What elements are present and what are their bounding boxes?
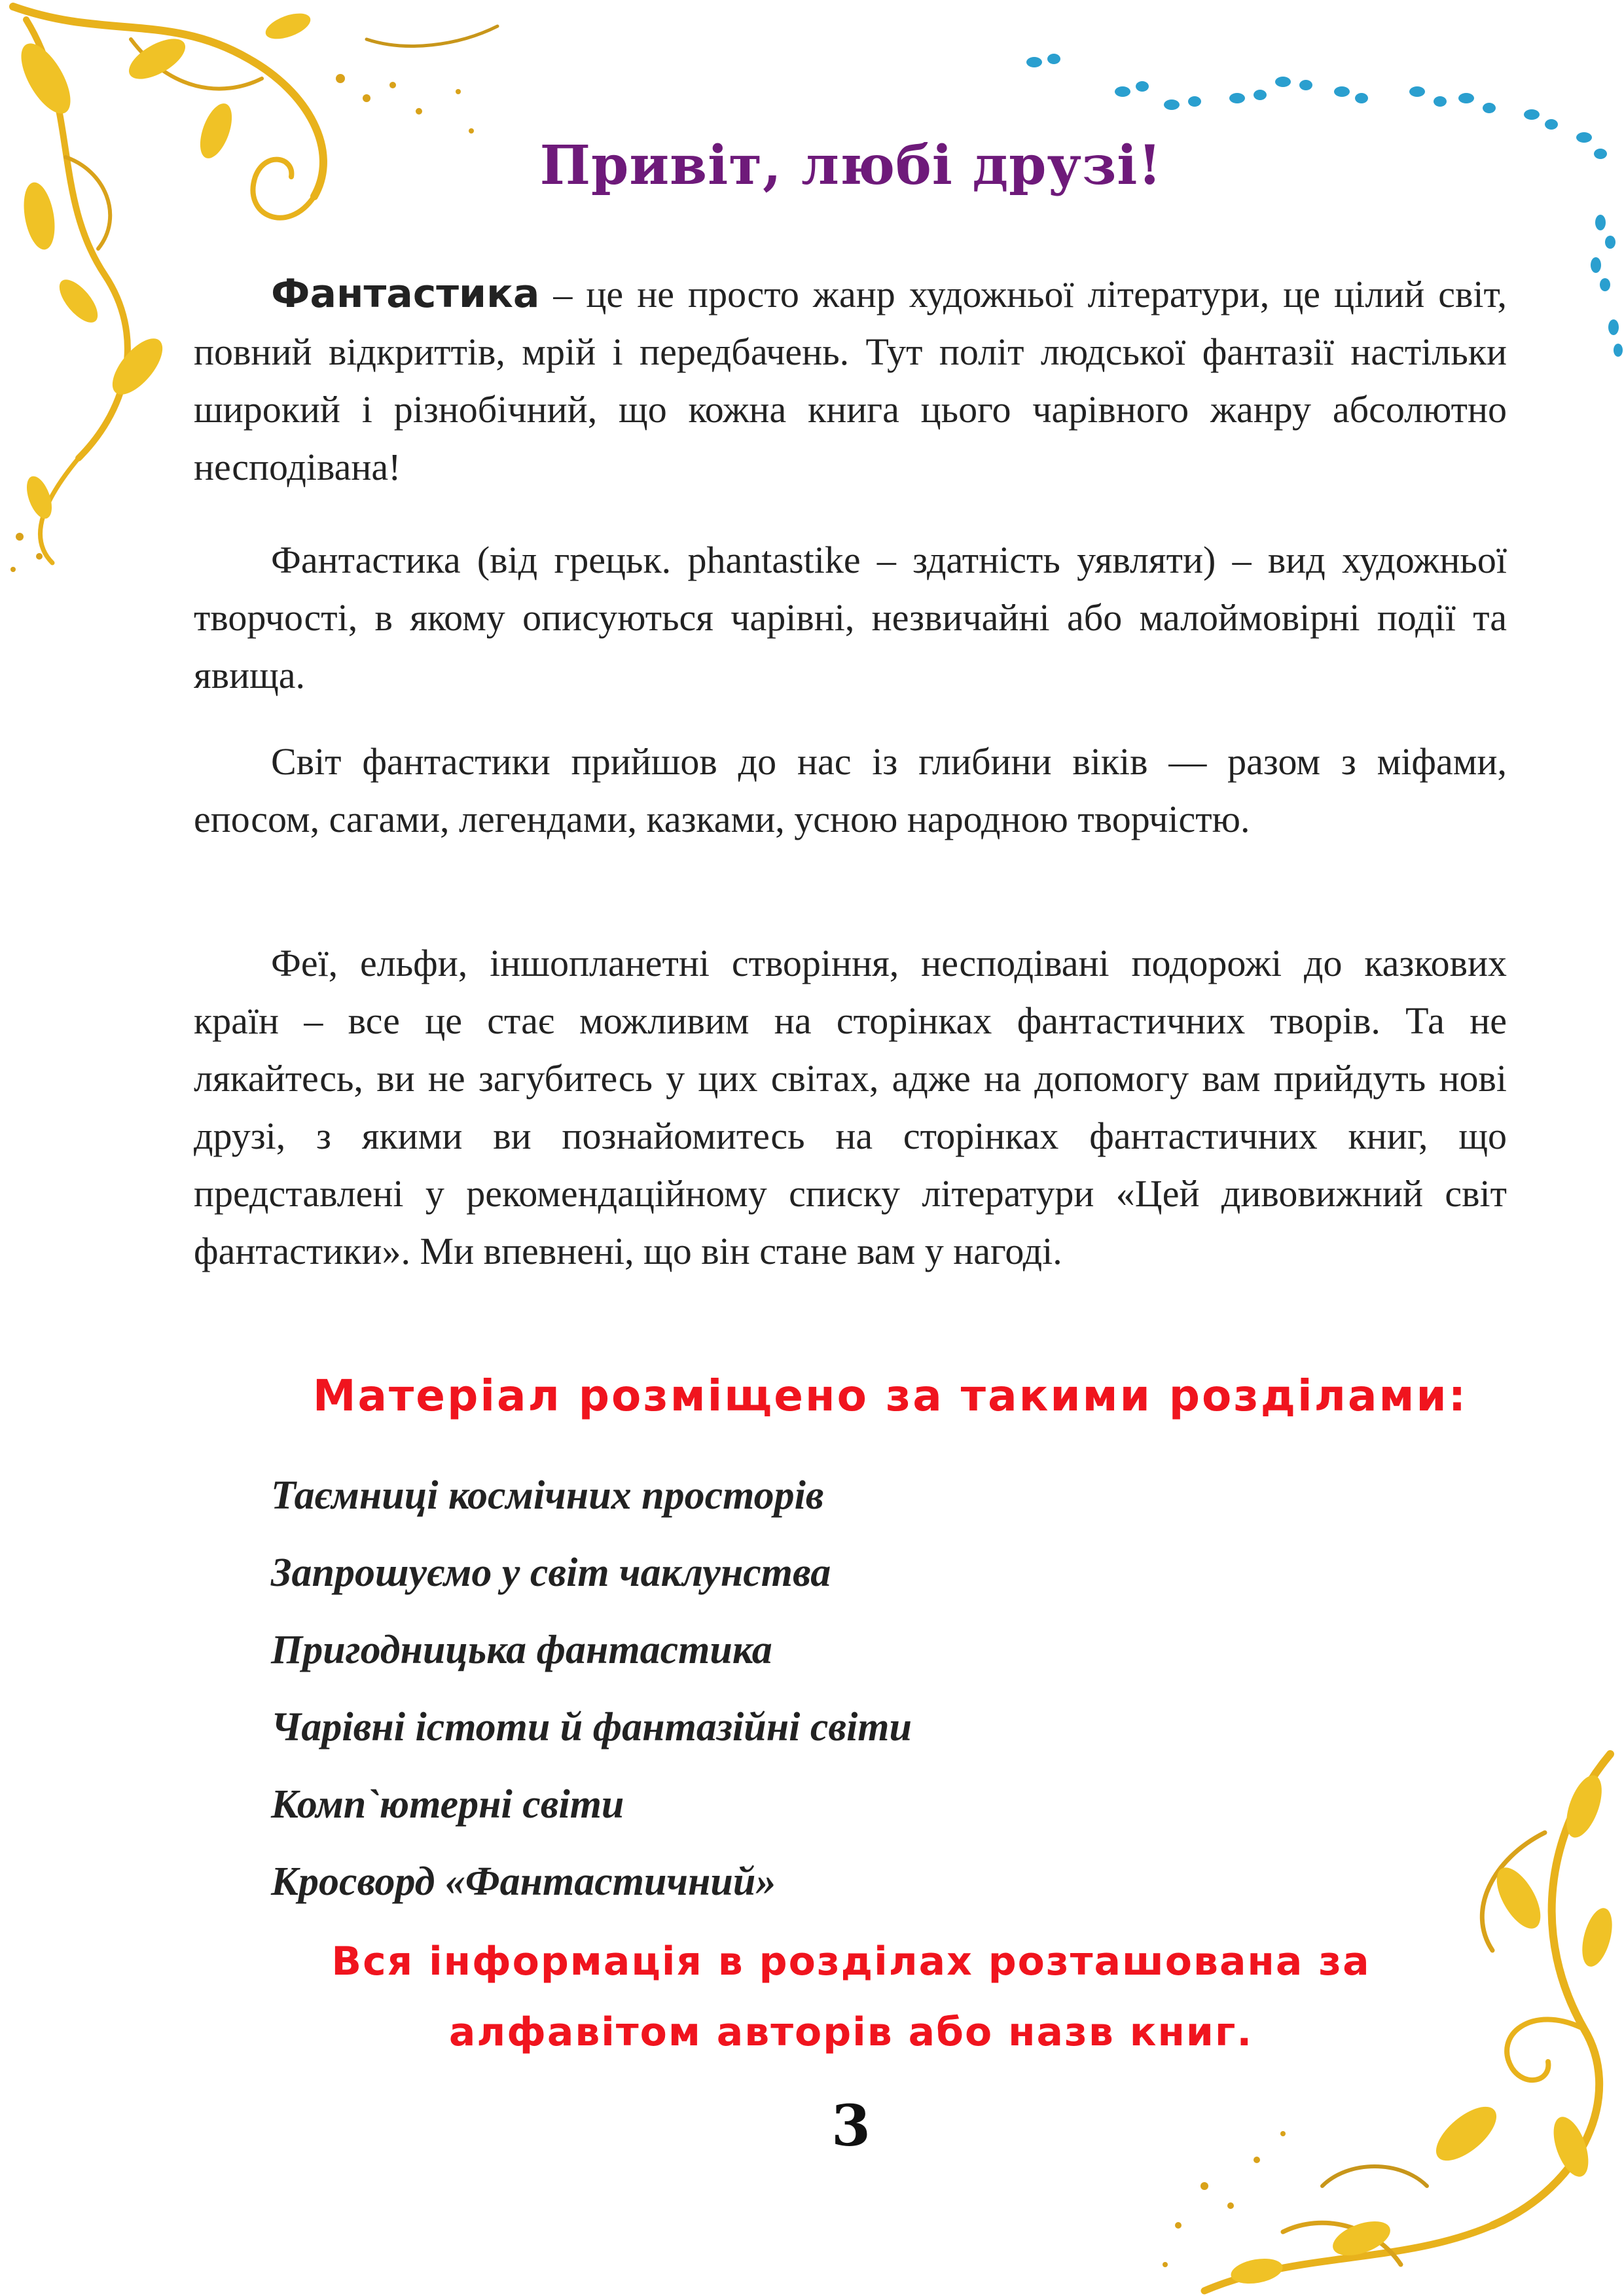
section-item: Чарівні істоти й фантазійні світи — [271, 1705, 912, 1749]
intro-lead-word: Фантастика — [271, 271, 540, 317]
definition-paragraph: Фантастика (від грецьк. phantastike – здатність уявляти) – вид художньої творчості, в якому описуються чарівні, незвичайні або малоймовірні події та явища. — [194, 539, 1507, 696]
section-item: Комп`ютерні світи — [271, 1782, 624, 1827]
invitation-paragraph: Феї, ельфи, іншопланетні створіння, несподівані подорожі до казкових країн – все це стає можливим на сторінках фантастичних творів. Та не лякайтесь, ви не загубитесь у цих світах, адже на допомогу вам прийдуть нові друзі, з якими ви познайомитесь на сторінках фантастичних книг, що представлені у рекомендаційному списку літератури «Цей дивовижний світ фантастики». Ми впевнені, що він стане вам у нагоді. — [194, 942, 1507, 1272]
section-item: Запрошуємо у світ чаклунства — [271, 1551, 831, 1595]
sections-list — [271, 1466, 912, 1929]
history-paragraph: Світ фантастики прийшов до нас із глибини віків — разом з міфами, епосом, сагами, легендами, казками, усною народною творчістю. — [194, 740, 1507, 840]
intro-paragraph — [194, 265, 1507, 496]
footer-note-line-2: алфавітом авторів або назв книг. — [448, 2009, 1254, 2055]
sections-heading: Матеріал розміщено за такими розділами: — [312, 1371, 1468, 1421]
page-number: 3 — [831, 2093, 871, 2159]
section-item: Кросворд «Фантастичний» — [271, 1859, 776, 1904]
intro-paragraph-text: – це не просто жанр художньої літератури, це цілий світ, повний відкриттів, мрій і передбачень. Тут політ людської фантазії настільки широкий і різнобічний, що кожна книга цього чарівного жанру абсолютно несподівана! — [194, 273, 1507, 488]
footer-note-line-1: Вся інформація в розділах розташована за — [331, 1939, 1371, 1984]
section-item: Пригодницька фантастика — [271, 1628, 772, 1672]
page-heading: Привіт, любі друзі! — [539, 134, 1163, 197]
section-item: Таємниці космічних просторів — [271, 1473, 824, 1518]
